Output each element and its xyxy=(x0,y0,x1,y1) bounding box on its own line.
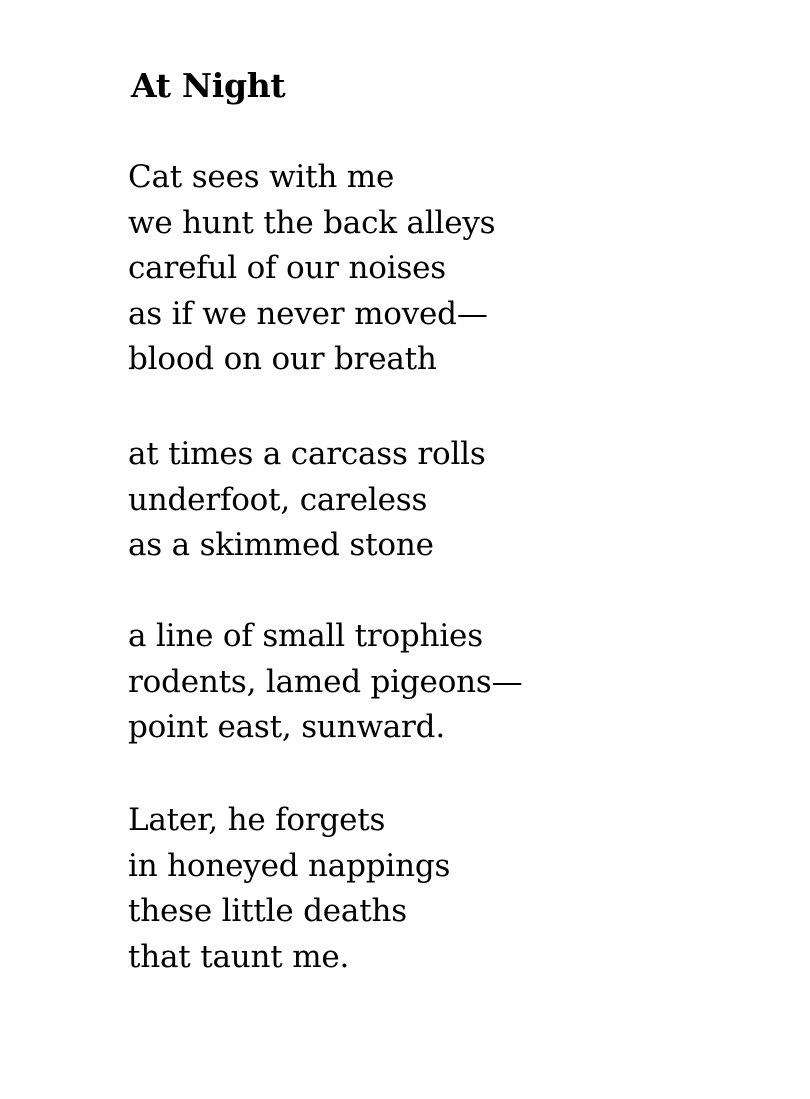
poem-title: At Night xyxy=(131,66,286,105)
stanza-2 xyxy=(128,432,486,569)
poem-line: underfoot, careless xyxy=(128,481,428,518)
poem-line: as if we never moved— xyxy=(128,295,488,332)
poem-line: Later, he forgets xyxy=(128,802,386,838)
poem-line: that taunt me. xyxy=(128,938,350,975)
poem-line: at times a carcass rolls xyxy=(128,436,486,472)
poem-line: Cat sees with me xyxy=(128,159,395,195)
stanza-1 xyxy=(128,155,495,383)
poem-line: blood on our breath xyxy=(128,341,437,377)
stanza-4 xyxy=(128,798,450,980)
poem-line: a line of small trophies xyxy=(128,618,483,654)
poem-line: careful of our noises xyxy=(128,250,447,286)
poem-line: these little deaths xyxy=(128,893,407,929)
poem-line: we hunt the back alleys xyxy=(128,204,496,241)
stanza-3 xyxy=(128,614,522,751)
poem-line: as a skimmed stone xyxy=(128,527,434,563)
poem-line: in honeyed nappings xyxy=(128,847,451,884)
poem-line: rodents, lamed pigeons— xyxy=(128,663,523,700)
poem-line: point east, sunward. xyxy=(128,709,445,745)
